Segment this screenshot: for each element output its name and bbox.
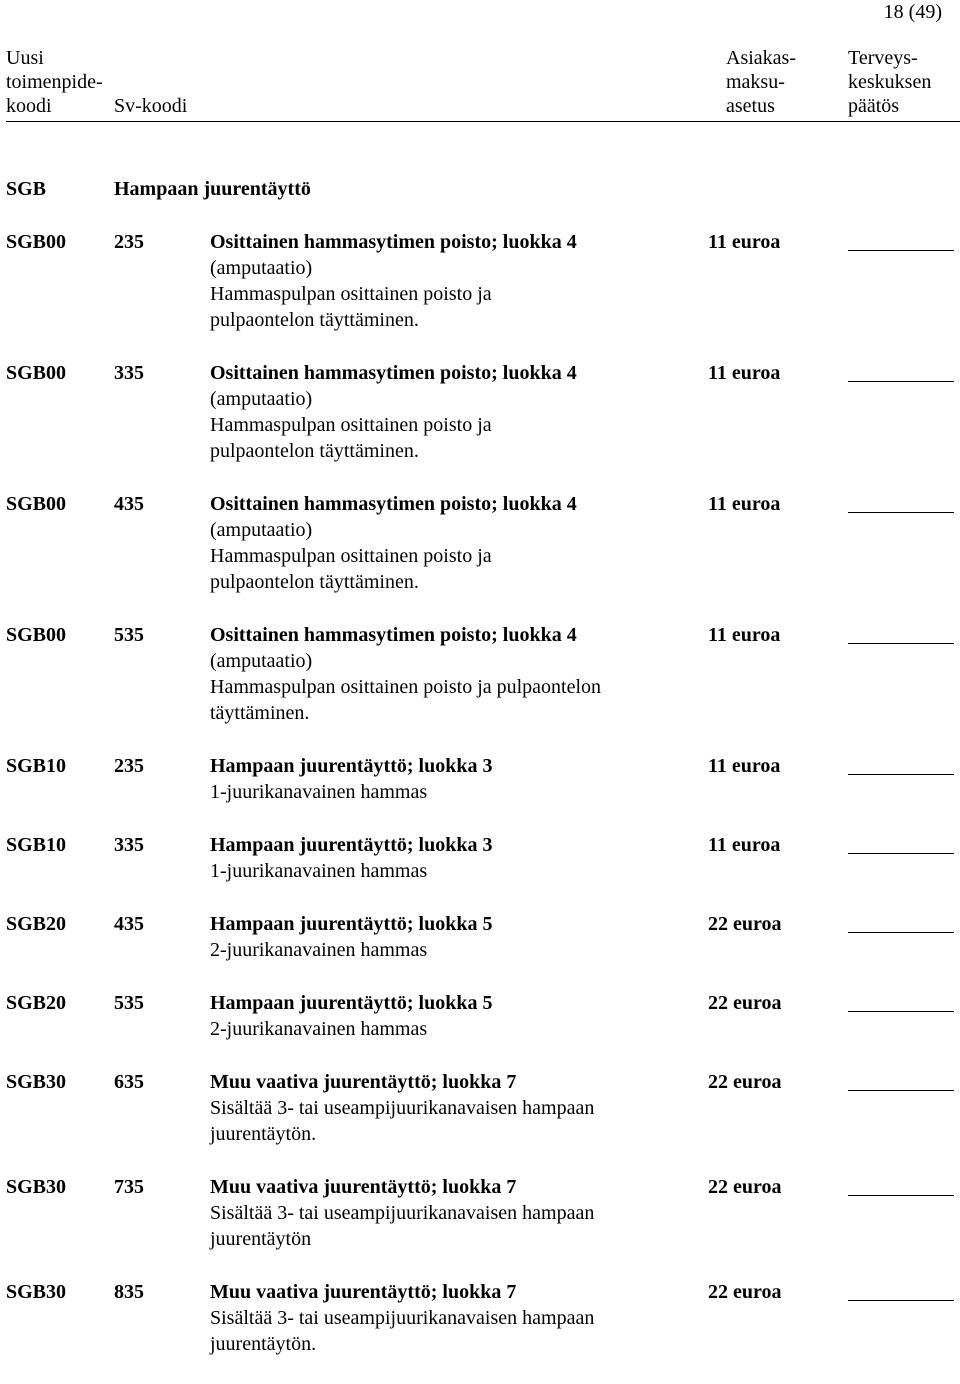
procedure-detail-line: (amputaatio) (210, 650, 313, 672)
fee-amount: 11 euroa (708, 493, 781, 515)
decision-blank-line (848, 1011, 954, 1012)
decision-blank-line (848, 774, 954, 775)
procedure-detail-line: Hammaspulpan osittainen poisto ja (210, 545, 492, 567)
header-fee-line: maksu- (726, 71, 785, 93)
procedure-detail-line: juurentäytön (210, 1228, 312, 1250)
procedure-title: Osittainen hammasytimen poisto; luokka 4 (210, 493, 577, 515)
procedure-code: SGB00 (6, 493, 67, 515)
procedure-detail-line: Sisältää 3- tai useampijuurikanavaisen hampaan (210, 1202, 595, 1224)
procedure-row (6, 911, 960, 963)
procedure-detail-line: Hammaspulpan osittainen poisto ja pulpaontelon (210, 676, 602, 698)
procedure-detail-line: 2-juurikanavainen hammas (210, 939, 428, 961)
procedure-title: Muu vaativa juurentäyttö; luokka 7 (210, 1176, 517, 1198)
header-fee-line: asetus (726, 95, 775, 117)
procedure-row (6, 229, 960, 333)
procedure-row (6, 753, 960, 805)
procedure-title: Hampaan juurentäyttö; luokka 3 (210, 755, 493, 777)
header-sv-code: Sv-koodi (114, 95, 188, 117)
procedure-detail-line: pulpaontelon täyttäminen. (210, 309, 419, 331)
procedure-list (6, 229, 960, 1384)
procedure-detail-line: (amputaatio) (210, 388, 313, 410)
procedure-detail-line: 2-juurikanavainen hammas (210, 1018, 428, 1040)
procedure-code: SGB00 (6, 231, 67, 253)
decision-blank-line (848, 1300, 954, 1301)
procedure-row (6, 990, 960, 1042)
header-fee-line: Asiakas- (726, 47, 796, 69)
sv-code: 635 (114, 1071, 144, 1093)
procedure-row (6, 622, 960, 726)
procedure-description (210, 360, 680, 464)
procedure-detail-line: (amputaatio) (210, 519, 313, 541)
procedure-description (210, 832, 680, 884)
fee-amount: 22 euroa (708, 913, 782, 935)
fee-amount: 11 euroa (708, 624, 781, 646)
procedure-detail-line: juurentäytön. (210, 1333, 317, 1355)
procedure-detail-line: 1-juurikanavainen hammas (210, 860, 428, 882)
procedure-code: SGB10 (6, 834, 67, 856)
procedure-description (210, 1069, 680, 1147)
procedure-title: Muu vaativa juurentäyttö; luokka 7 (210, 1071, 517, 1093)
procedure-title: Hampaan juurentäyttö; luokka 5 (210, 992, 493, 1014)
header-code-column (6, 46, 103, 118)
procedure-code: SGB20 (6, 992, 67, 1014)
header-code-line: toimenpide- (6, 71, 103, 93)
sv-code: 535 (114, 624, 144, 646)
page-number: 18 (49) (883, 1, 942, 23)
procedure-row (6, 360, 960, 464)
fee-amount: 11 euroa (708, 231, 781, 253)
sv-code: 235 (114, 231, 144, 253)
sv-code: 335 (114, 834, 144, 856)
procedure-title: Osittainen hammasytimen poisto; luokka 4 (210, 231, 577, 253)
procedure-row (6, 1279, 960, 1357)
fee-amount: 11 euroa (708, 755, 781, 777)
header-code-line: Uusi (6, 47, 44, 69)
procedure-description (210, 911, 680, 963)
fee-amount: 22 euroa (708, 1176, 782, 1198)
procedure-code: SGB10 (6, 755, 67, 777)
procedure-row (6, 832, 960, 884)
decision-blank-line (848, 853, 954, 854)
procedure-code: SGB20 (6, 913, 67, 935)
decision-blank-line (848, 512, 954, 513)
fee-amount: 11 euroa (708, 362, 781, 384)
sv-code: 735 (114, 1176, 144, 1198)
procedure-detail-line: pulpaontelon täyttäminen. (210, 571, 419, 593)
procedure-description (210, 753, 680, 805)
sv-code: 835 (114, 1281, 144, 1303)
procedure-description (210, 229, 680, 333)
sv-code: 235 (114, 755, 144, 777)
procedure-detail-line: Sisältää 3- tai useampijuurikanavaisen hampaan (210, 1097, 595, 1119)
procedure-description (210, 1174, 680, 1252)
procedure-title: Hampaan juurentäyttö; luokka 3 (210, 834, 493, 856)
header-decision-line: päätös (848, 95, 900, 117)
fee-amount: 22 euroa (708, 992, 782, 1014)
procedure-description (210, 491, 680, 595)
decision-blank-line (848, 250, 954, 251)
procedure-title: Hampaan juurentäyttö; luokka 5 (210, 913, 493, 935)
procedure-row (6, 1174, 960, 1252)
procedure-code: SGB00 (6, 624, 67, 646)
procedure-row (6, 491, 960, 595)
sv-code: 335 (114, 362, 144, 384)
decision-blank-line (848, 1090, 954, 1091)
procedure-detail-line: täyttäminen. (210, 702, 310, 724)
procedure-code: SGB30 (6, 1176, 67, 1198)
header-code-line: koodi (6, 95, 52, 117)
section-title: Hampaan juurentäyttö (114, 178, 311, 200)
procedure-description (210, 990, 680, 1042)
procedure-detail-line: 1-juurikanavainen hammas (210, 781, 428, 803)
procedure-description (210, 1279, 680, 1357)
header-decision-line: Terveys- (848, 47, 918, 69)
table-header (6, 46, 960, 122)
procedure-title: Osittainen hammasytimen poisto; luokka 4 (210, 624, 577, 646)
decision-blank-line (848, 1195, 954, 1196)
fee-amount: 22 euroa (708, 1071, 782, 1093)
header-decision-column (848, 46, 931, 118)
procedure-code: SGB30 (6, 1281, 67, 1303)
procedure-row (6, 1069, 960, 1147)
procedure-detail-line: pulpaontelon täyttäminen. (210, 440, 419, 462)
decision-blank-line (848, 932, 954, 933)
section-code: SGB (6, 178, 47, 200)
sv-code: 535 (114, 992, 144, 1014)
decision-blank-line (848, 643, 954, 644)
fee-amount: 11 euroa (708, 834, 781, 856)
procedure-detail-line: juurentäytön. (210, 1123, 317, 1145)
procedure-detail-line: Hammaspulpan osittainen poisto ja (210, 414, 492, 436)
header-decision-line: keskuksen (848, 71, 932, 93)
header-fee-column (726, 46, 796, 118)
procedure-title: Osittainen hammasytimen poisto; luokka 4 (210, 362, 577, 384)
procedure-detail-line: Sisältää 3- tai useampijuurikanavaisen hampaan (210, 1307, 595, 1329)
procedure-code: SGB00 (6, 362, 67, 384)
sv-code: 435 (114, 493, 144, 515)
procedure-code: SGB30 (6, 1071, 67, 1093)
sv-code: 435 (114, 913, 144, 935)
procedure-detail-line: (amputaatio) (210, 257, 313, 279)
procedure-description (210, 622, 680, 726)
procedure-detail-line: Hammaspulpan osittainen poisto ja (210, 283, 492, 305)
fee-amount: 22 euroa (708, 1281, 782, 1303)
procedure-title: Muu vaativa juurentäyttö; luokka 7 (210, 1281, 517, 1303)
decision-blank-line (848, 381, 954, 382)
